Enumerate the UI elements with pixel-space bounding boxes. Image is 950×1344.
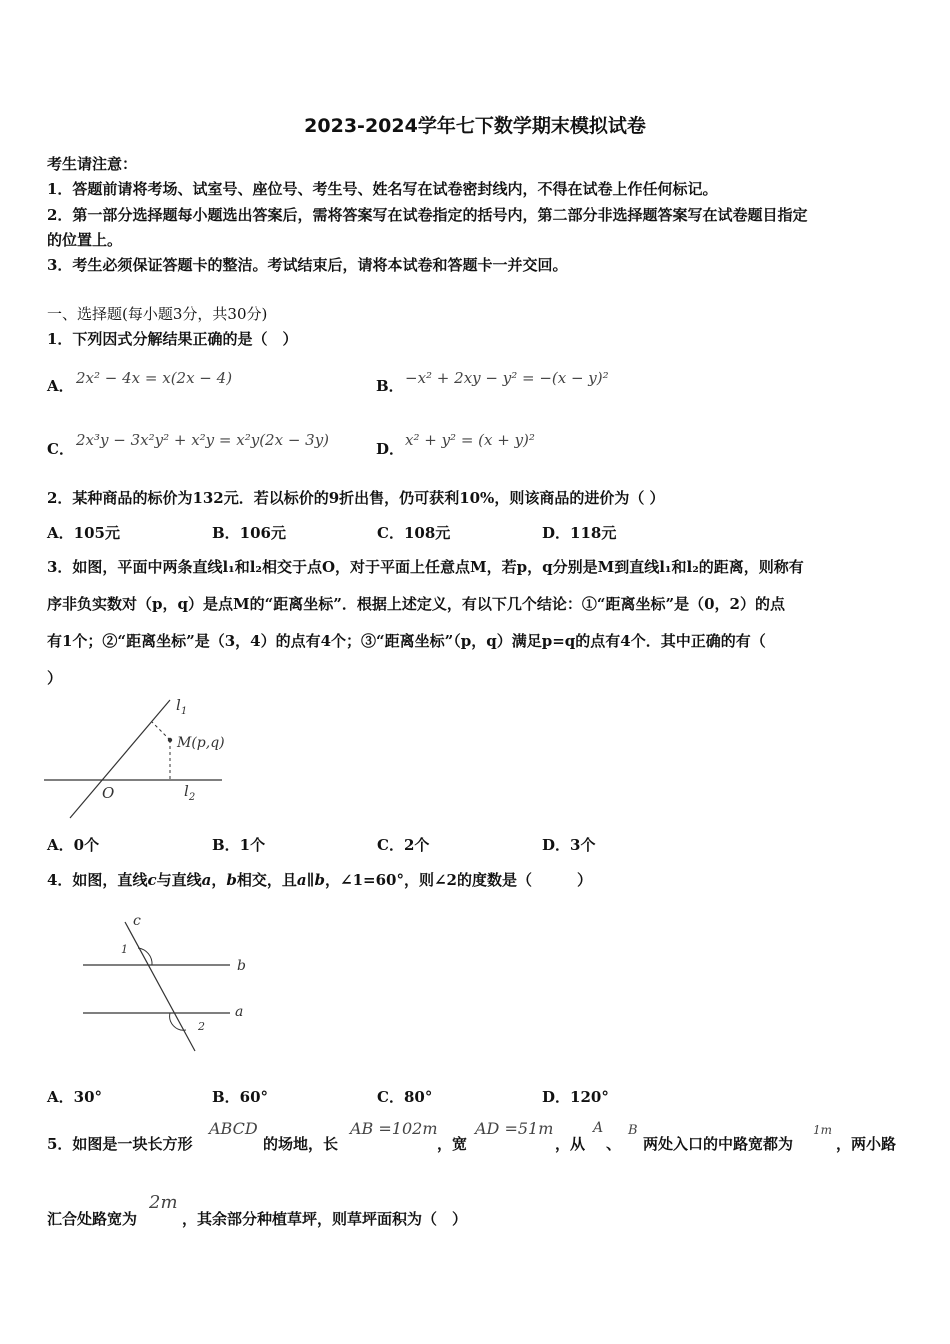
q5-math-ab: AB =102m: [350, 1119, 438, 1138]
label-l2: $l_2$: [184, 782, 196, 803]
option-label: A．: [47, 377, 74, 395]
notice-item: 2．第一部分选择题每小题选出答案后，需将答案写在试卷指定的括号内，第二部分非选择题答案写在试卷题目指定: [47, 206, 808, 224]
q3-option-d: D．3个: [542, 836, 596, 854]
label-a: a: [235, 1004, 244, 1020]
q2-option-c: C．108元: [377, 524, 451, 542]
notice-item: 的位置上。: [47, 231, 123, 249]
page-title: 2023-2024学年七下数学期末模拟试卷: [304, 115, 646, 137]
question-3-line: ）: [47, 669, 63, 687]
point-m: [168, 738, 172, 742]
q1-option-a: 2x² − 4x = x(2x − 4): [76, 369, 233, 387]
q2-option-d: D．118元: [542, 524, 617, 542]
q5-math-a: A: [593, 1120, 604, 1136]
notice-item: 1．答题前请将考场、试室号、座位号、考生号、姓名写在试卷密封线内，不得在试卷上作任何标记。: [47, 180, 718, 198]
q3-option-b: B．1个: [212, 836, 266, 854]
q5-math-ad: AD =51m: [475, 1119, 554, 1138]
question-2-stem: 2．某种商品的标价为132元．若以标价的9折出售，仍可获利10%，则该商品的进价为（ ）: [47, 489, 665, 507]
q4-option-c: C．80°: [377, 1088, 433, 1106]
q3-option-a: A．0个: [47, 836, 100, 854]
q3-figure: [40, 690, 260, 820]
q2-option-a: A．105元: [47, 524, 120, 542]
notice-heading: 考生请注意：: [47, 155, 138, 173]
q4-option-d: D．120°: [542, 1088, 609, 1106]
q3-option-c: C．2个: [377, 836, 430, 854]
line-l1: [70, 700, 170, 818]
q1-option-b: −x² + 2xy − y² = −(x − y)²: [405, 369, 609, 387]
option-label: C．: [47, 440, 74, 458]
question-5-text: ，宽: [437, 1135, 468, 1153]
label-c: c: [133, 913, 141, 929]
q5-math-abcd: ABCD: [209, 1119, 258, 1138]
option-label: B．: [376, 377, 404, 395]
question-5-text: 汇合处路宽为: [47, 1210, 138, 1228]
label-l1: $l_1$: [176, 696, 188, 717]
q4-option-b: B．60°: [212, 1088, 269, 1106]
question-3-line: 有1个；②“距离坐标”是（3，4）的点有4个；③“距离坐标”（p，q）满足p=q的点有4个．其中正确的有（: [47, 632, 766, 650]
angle-2-arc: [170, 1013, 186, 1030]
q5-math-b: B: [628, 1123, 638, 1138]
label-b: b: [237, 958, 246, 974]
option-label: D．: [376, 440, 405, 458]
question-5-text: 两处入口的中路宽都为: [643, 1135, 794, 1153]
q4-option-a: A．30°: [47, 1088, 103, 1106]
q1-option-c: 2x³y − 3x²y² + x²y = x²y(2x − 3y): [76, 431, 330, 449]
question-5-text: 5．如图是一块长方形: [47, 1135, 193, 1153]
question-5-text: ，其余部分种植草坪，则草坪面积为（ ）: [182, 1210, 468, 1228]
question-3-line: 序非负实数对（p，q）是点M的“距离坐标”．根据上述定义，有以下几个结论：①“距离坐标”是（0，2）的点: [47, 595, 785, 613]
label-m: M(p,q): [177, 735, 225, 751]
question-4-stem: 4．如图，直线c与直线a，b相交，且a∥b，∠1=60°，则∠2的度数是（ ）: [47, 871, 592, 889]
label-angle-1: 1: [121, 943, 128, 956]
line-c: [125, 922, 195, 1051]
q1-option-d: x² + y² = (x + y)²: [405, 431, 535, 449]
question-5-text: 的场地，长: [263, 1135, 339, 1153]
label-angle-2: 2: [198, 1020, 205, 1033]
label-o: O: [102, 784, 115, 802]
q5-math-2m: 2m: [149, 1192, 178, 1213]
question-1-stem: 1．下列因式分解结果正确的是（ ）: [47, 330, 298, 348]
q5-math-1m: 1m: [813, 1123, 833, 1137]
question-5-text: 、: [606, 1135, 622, 1153]
perp-to-l1: [152, 722, 170, 740]
question-3-line: 3．如图，平面中两条直线l₁和l₂相交于点O，对于平面上任意点M，若p，q分别是M到直线l₁和l₂的距离，则称有: [47, 558, 804, 576]
q2-option-b: B．106元: [212, 524, 286, 542]
section-heading: 一、选择题(每小题3分，共30分): [47, 305, 268, 323]
question-5-text: ，两小路: [836, 1135, 897, 1153]
notice-item: 3．考生必须保证答题卡的整洁。考试结束后，请将本试卷和答题卡一并交回。: [47, 256, 568, 274]
question-5-text: ，从: [555, 1135, 586, 1153]
q4-figure: [80, 908, 260, 1058]
